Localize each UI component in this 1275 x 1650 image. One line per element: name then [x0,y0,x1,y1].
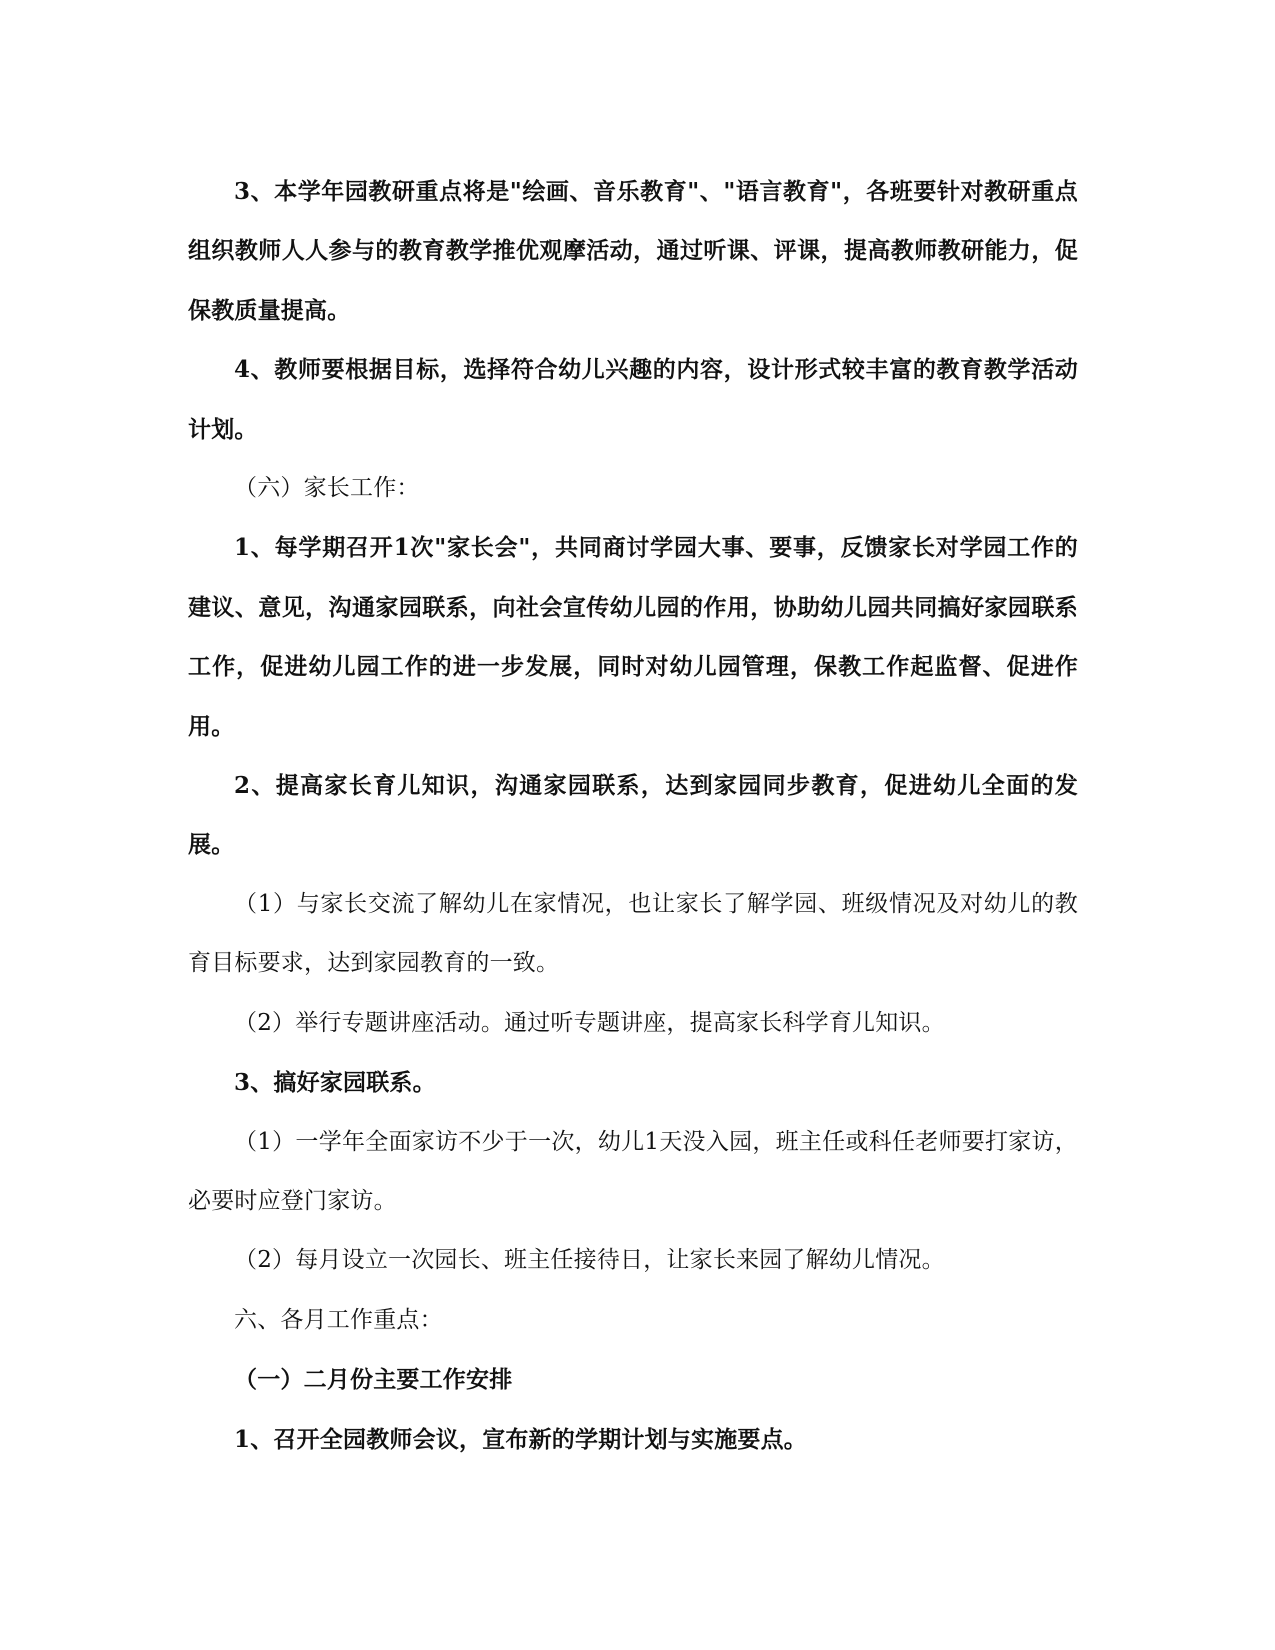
subheading-february: （一）二月份主要工作安排 [234,1366,513,1394]
paragraph-parenting-knowledge: 2、提高家长育儿知识，沟通家园联系，达到家园同步教育，促进幼儿全面的发展。 [188,772,1078,859]
paragraph-reception-day: （2）每月设立一次园长、班主任接待日，让家长来园了解幼儿情况。 [234,1247,945,1274]
body-text [188,162,1078,1469]
paragraph-parent-exchange: （1）与家长交流了解幼儿在家情况，也让家长了解学园、班级情况及对幼儿的教育目标要求，达到家园教育的一致。 [188,890,1078,977]
paragraph-parent-meeting: 1、每学期召开1次"家长会"，共同商讨学园大事、要事，反馈家长对学园工作的建议、意见，沟通家园联系，向社会宣传幼儿园的作用，协助幼儿园共同搞好家园联系工作，促进幼儿园工作的进一步发展，同时对幼儿园管理，保教工作起监督、促进作用。 [188,534,1078,740]
paragraph-activity-plan: 4、教师要根据目标，选择符合幼儿兴趣的内容，设计形式较丰富的教育教学活动计划。 [188,356,1078,443]
section-heading-monthly-focus: 六、各月工作重点： [234,1306,443,1333]
paragraph-home-visits: （1）一学年全面家访不少于一次，幼儿1天没入园，班主任或科任老师要打家访，必要时应登门家访。 [188,1128,1078,1214]
paragraph-lectures: （2）举行专题讲座活动。通过听专题讲座，提高家长科学育儿知识。 [234,1009,945,1036]
paragraph-home-school-contact: 3、搞好家园联系。 [234,1069,436,1097]
section-heading-parent-work: （六）家长工作： [234,475,420,502]
paragraph-staff-meeting: 1、召开全园教师会议，宣布新的学期计划与实施要点。 [234,1425,808,1453]
paragraph-research-focus: 3、本学年园教研重点将是"绘画、音乐教育"、"语言教育"，各班要针对教研重点组织教师人人参与的教育教学推优观摩活动，通过听课、评课，提高教师教研能力，促保教质量提高。 [188,178,1078,324]
